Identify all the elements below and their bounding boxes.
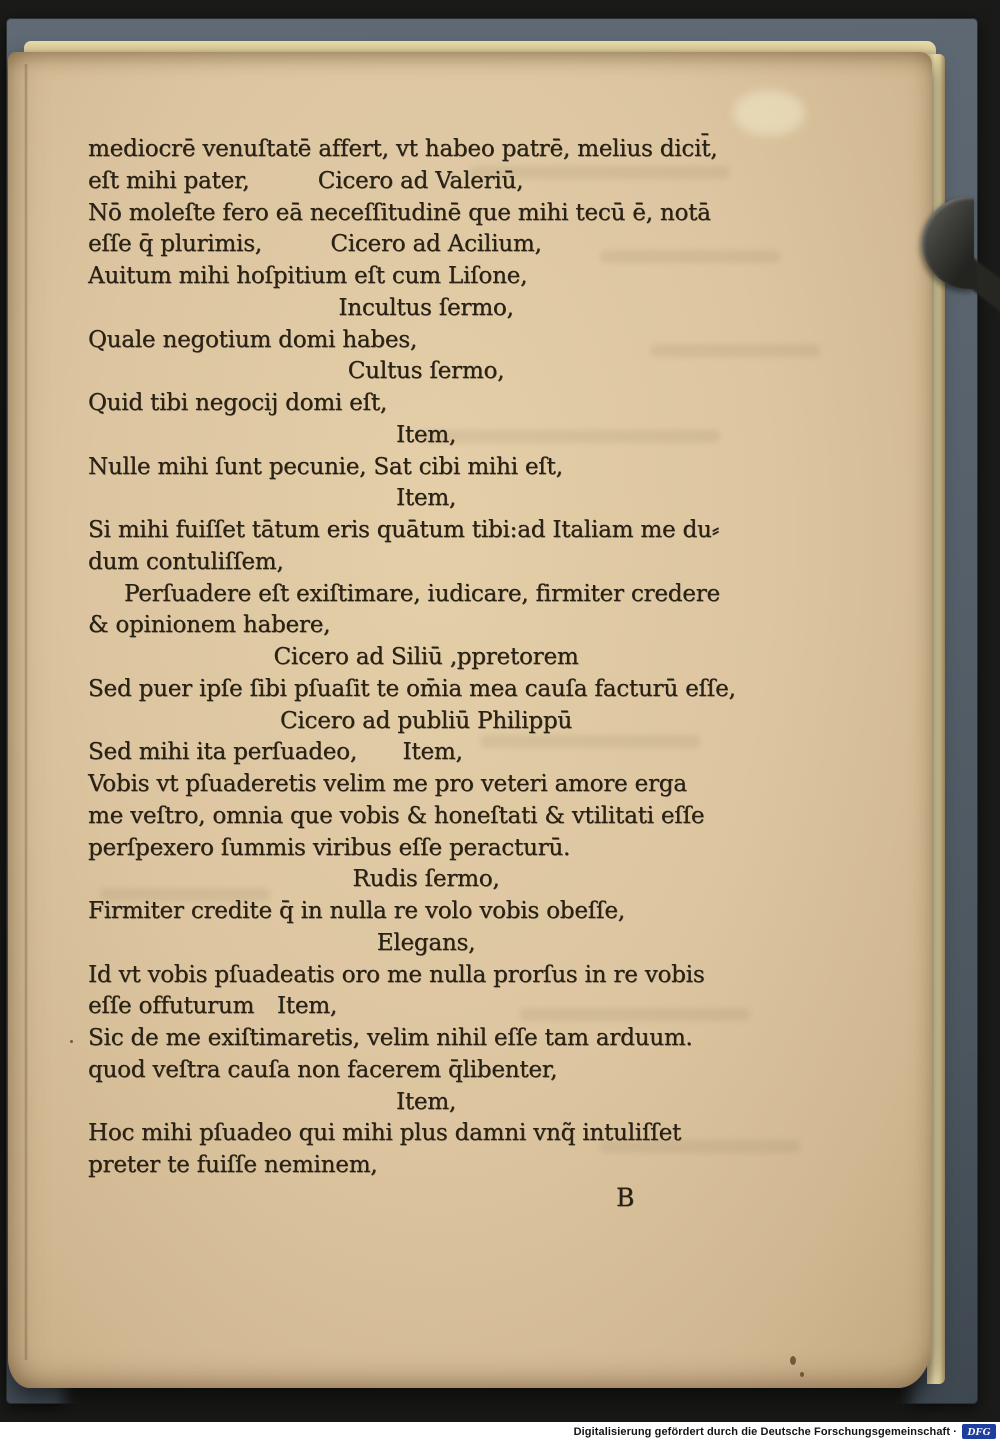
text-line: Hoc mihi pſuadeo qui mihi plus damni vnq̃ intuliſſet bbox=[88, 1120, 682, 1147]
text-line: & opinionem habere, bbox=[88, 612, 331, 639]
text-line: Item, bbox=[395, 485, 457, 512]
text-line: preter te fuiſſe neminem, bbox=[88, 1152, 378, 1178]
text-line: Incultus ſermo, bbox=[338, 294, 514, 321]
text-line: mediocrē venuſtatē affert, vt habeo patrē, melius dicit̄, bbox=[88, 136, 718, 162]
digitization-footer bbox=[0, 1422, 1000, 1441]
text-line: Id vt vobis pſuadeatis oro me nulla prorſus in re vobis bbox=[88, 961, 705, 988]
text-line: me veſtro, omnia que vobis & honeſtati & vtilitati eſſe bbox=[88, 802, 705, 829]
text-column bbox=[88, 134, 764, 1214]
text-line: Nulle mihi ſunt pecunie, Sat cibi mihi eſt, bbox=[88, 453, 563, 480]
dfg-logo: DFG bbox=[962, 1424, 996, 1439]
text-line: Item, bbox=[395, 1088, 457, 1115]
text-line: perſpexero ſummis viribus eſſe peracturū. bbox=[88, 834, 571, 861]
text-line: eſſe offuturum Item, bbox=[88, 993, 337, 1020]
text-line: Cicero ad publiū Philippū bbox=[279, 707, 573, 734]
gutter-fold-line bbox=[24, 64, 28, 1360]
text-line: eſt mihi pater, Cicero ad Valeriū, bbox=[88, 167, 524, 194]
text-line: B bbox=[616, 1182, 635, 1212]
text-line: Sed puer ipſe ſibi pſuaſit te om̄ia mea cauſa facturū eſſe, bbox=[88, 675, 736, 702]
text-line: quod veſtra cauſa non facerem q̄libenter, bbox=[88, 1056, 558, 1083]
text-line: Auitum mihi hoſpitium eſt cum Liſone, bbox=[88, 263, 528, 289]
text-line: Sic de me exiſtimaretis, velim nihil eſſe tam arduum. bbox=[88, 1025, 693, 1051]
paper-speck bbox=[70, 1040, 73, 1043]
text-line: Firmiter credite q̄ in nulla re volo vobis obeſſe, bbox=[88, 898, 625, 924]
text-line: eſſe q̄ plurimis, Cicero ad Acilium, bbox=[88, 231, 542, 258]
text-line: Quid tibi negocij domi eſt, bbox=[88, 390, 388, 416]
text-line: dum contuliſſem, bbox=[88, 548, 284, 575]
text-line: Quale negotium domi habes, bbox=[88, 326, 418, 353]
paper-speck bbox=[800, 1372, 804, 1377]
text-line: Cultus ſermo, bbox=[347, 358, 505, 385]
text-line: Vobis vt pſuaderetis velim me pro veteri amore erga bbox=[88, 771, 687, 797]
paper-stain bbox=[733, 90, 805, 136]
text-line: Cicero ad Siliū ‚ppretorem bbox=[273, 644, 579, 670]
text-line: Perſuadere eſt exiſtimare, iudicare, firmiter credere bbox=[124, 580, 720, 607]
text-line: Elegans, bbox=[376, 929, 476, 956]
text-line: Sed mihi ita perſuadeo, Item, bbox=[88, 739, 463, 766]
text-line: Si mihi fuiſſet tātum eris quātum tibi:ad Italiam me du⸗ bbox=[88, 517, 720, 543]
text-line: Item, bbox=[395, 421, 457, 448]
text-line: Rudis ſermo, bbox=[352, 866, 500, 893]
digitization-credit-text: Digitalisierung gefördert durch die Deutsche Forschungsgemeinschaft · bbox=[573, 1425, 957, 1438]
paper-speck bbox=[790, 1356, 796, 1365]
text-line: Nō moleſte fero eā neceſſitudinē que mihi tecū ē, notā bbox=[88, 199, 711, 226]
